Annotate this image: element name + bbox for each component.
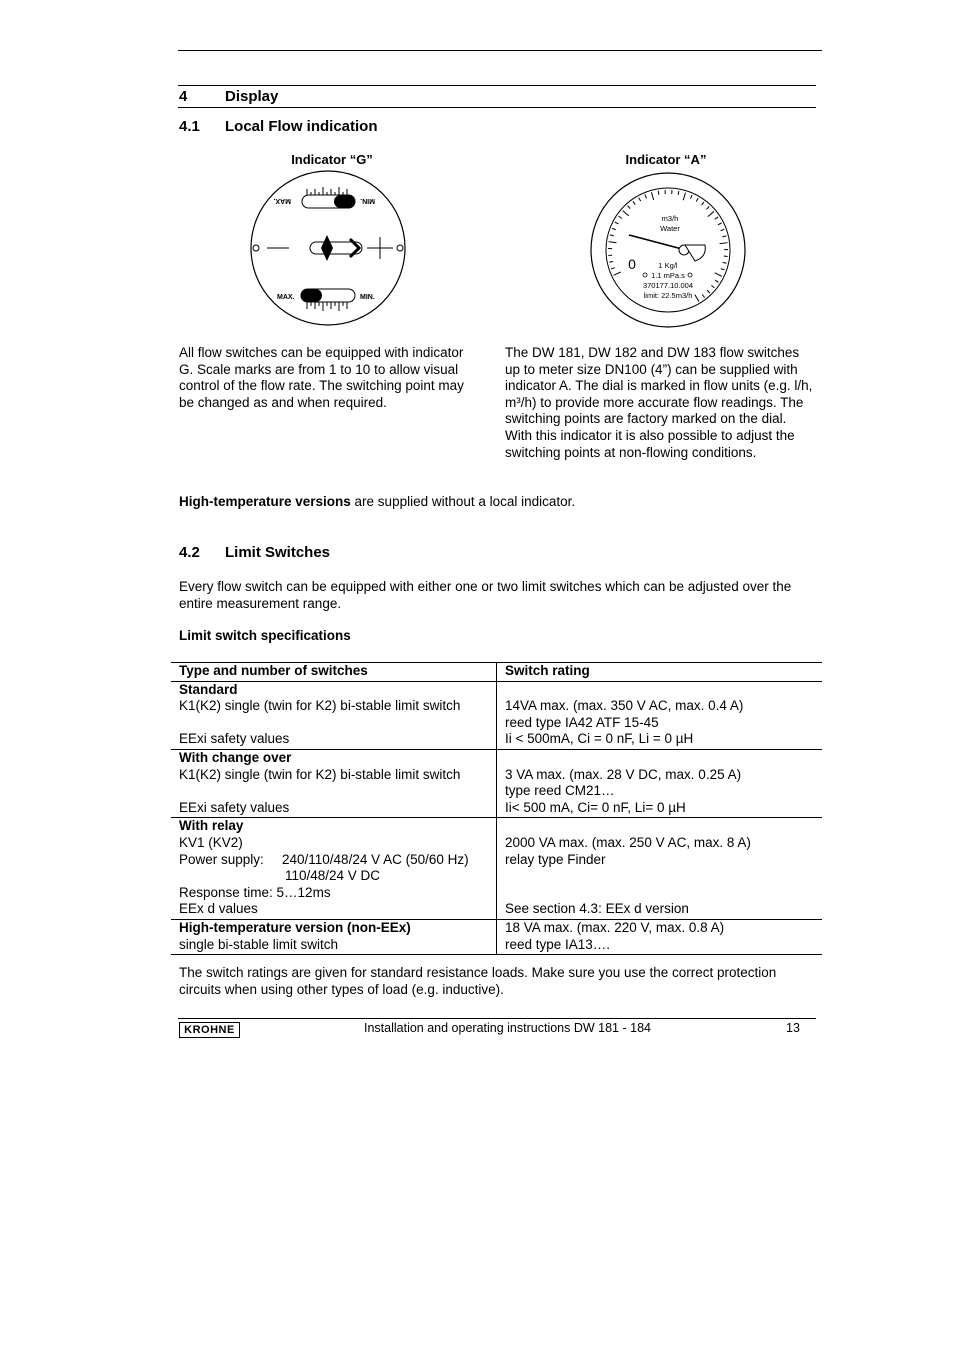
cell-relay-rating	[497, 818, 823, 920]
krohne-logo: KROHNE	[179, 1022, 240, 1038]
cell-line: 18 VA max. (max. 220 V, max. 0.8 A)	[505, 919, 725, 935]
cell-line: K1(K2) single (twin for K2) bi-stable limit switch	[179, 698, 461, 714]
cell-line: EEx d values	[179, 901, 258, 917]
indicator-g-min-bottom: MIN.	[360, 294, 375, 301]
section-number: 4	[179, 88, 188, 105]
cell-standard-type	[171, 681, 497, 749]
cell-hightemp-type	[171, 919, 497, 954]
indicator-g-max-bottom: MAX.	[277, 294, 295, 301]
cell-line: KV1 (KV2)	[179, 834, 243, 850]
dial-medium: Water	[660, 224, 680, 233]
cell-line: 2000 VA max. (max. 250 V AC, max. 8 A)	[505, 834, 751, 850]
cell-line: Response time: 5…12ms	[179, 884, 331, 900]
group-title: With change over	[179, 749, 292, 765]
power-supply-value-dc: 110/48/24 V DC	[285, 868, 381, 884]
cell-line: reed type IA13….	[505, 936, 611, 952]
cell-relay-type	[171, 818, 497, 920]
table-row-relay	[171, 818, 822, 920]
cell-line: EExi safety values	[179, 799, 290, 815]
table-row-hightemp	[171, 919, 822, 954]
section-title: Display	[225, 88, 279, 105]
ratings-note: The switch ratings are given for standard resistance loads. Make sure you use the correct protection circuits when using other types of load (e.g. inductive).	[179, 965, 777, 997]
cell-changeover-rating	[497, 749, 823, 817]
power-supply-value: 240/110/48/24 V AC (50/60 Hz)	[282, 851, 469, 867]
dial-unit: m3/h	[661, 214, 679, 223]
section-rule-bottom	[178, 107, 816, 108]
power-supply-line	[179, 852, 496, 869]
group-title: High-temperature version (non-EEx)	[179, 919, 411, 935]
dial-density: 1 Kg/l	[658, 261, 678, 270]
dial-tick	[678, 191, 679, 195]
high-temp-note-bold: High-temperature versions	[179, 494, 351, 509]
group-title: With relay	[179, 818, 244, 834]
section-number: 4.2	[179, 544, 200, 561]
table-header-row	[171, 663, 822, 682]
cell-line: 3 VA max. (max. 28 V DC, max. 0.25 A)	[505, 766, 742, 782]
cell-line: K1(K2) single (twin for K2) bi-stable limit switch	[179, 766, 461, 782]
footer-page-number: 13	[786, 1021, 800, 1035]
section-4-heading	[179, 88, 816, 106]
cell-line: relay type Finder	[505, 851, 606, 867]
section-title: Limit Switches	[225, 544, 331, 561]
cell-line: Ii< 500 mA, Ci= 0 nF, Li= 0 µH	[505, 799, 686, 815]
header-type: Type and number of switches	[171, 663, 497, 682]
cell-line: 14VA max. (max. 350 V AC, max. 0.4 A)	[505, 698, 744, 714]
indicator-a-caption: Indicator “A”	[625, 152, 707, 167]
dial-tick	[658, 191, 659, 195]
cell-line: See section 4.3: EEx d version	[505, 901, 689, 917]
dial-limit: limit: 22.5m3/h	[643, 291, 693, 300]
footer-rule	[178, 1018, 816, 1019]
cell-hightemp-rating	[497, 919, 823, 954]
header-rating: Switch rating	[497, 663, 823, 682]
cell-line: reed type IA42 ATF 15-45	[505, 714, 659, 730]
indicator-g-figure	[247, 169, 409, 329]
section-4-2-heading	[179, 544, 579, 562]
cell-line: EExi safety values	[179, 731, 290, 747]
section-title: Local Flow indication	[225, 118, 378, 135]
dial-viscosity: 1.1 mPa.s	[651, 271, 685, 280]
section-number: 4.1	[179, 118, 200, 135]
cell-line: type reed CM21…	[505, 783, 615, 799]
cell-changeover-type	[171, 749, 497, 817]
table-row-changeover	[171, 749, 822, 817]
cell-line: Ii < 500mA, Ci = 0 nF, Li = 0 µH	[505, 731, 694, 747]
indicator-g-max-top: MAX.	[273, 197, 291, 204]
indicator-a-figure	[589, 171, 747, 329]
high-temp-note-rest: are supplied without a local indicator.	[350, 494, 576, 509]
indicator-g-min-top: MIN.	[360, 197, 375, 204]
indicator-g-caption: Indicator “G”	[291, 152, 373, 167]
limit-switch-intro: Every flow switch can be equipped with either one or two limit switches which can be adjusted over the entire measurement range.	[179, 579, 792, 611]
dial-serial: 370177.10.004	[642, 281, 694, 290]
top-rule	[178, 50, 822, 51]
group-title: Standard	[179, 681, 238, 697]
cell-line: single bi-stable limit switch	[179, 936, 339, 952]
dial-zero: 0	[628, 256, 636, 272]
indicator-a-description: The DW 181, DW 182 and DW 183 flow switches up to meter size DN100 (4”) can be supplied with indicator A. The dial is marked in flow units (e.g. l/h, m³/h) to provide more accurate flow readings. The switching points are factory marked on the dial. With this indicator it is also possible to adjust the switching points at non-flowing conditions.	[505, 345, 813, 460]
indicator-g-description: All flow switches can be equipped with indicator G. Scale marks are from 1 to 10 to allow visual control of the flow rate. The switching point may be changed as and when required.	[179, 345, 464, 410]
table-row-standard	[171, 681, 822, 749]
footer-doc-title: Installation and operating instructions DW 181 - 184	[364, 1021, 651, 1035]
power-supply-label: Power supply:	[179, 851, 264, 867]
spec-title: Limit switch specifications	[179, 628, 351, 643]
limit-switch-spec-table	[171, 662, 822, 955]
section-rule-top	[178, 85, 816, 86]
section-4-1-heading	[179, 118, 579, 136]
high-temp-note	[179, 494, 819, 511]
cell-standard-rating	[497, 681, 823, 749]
